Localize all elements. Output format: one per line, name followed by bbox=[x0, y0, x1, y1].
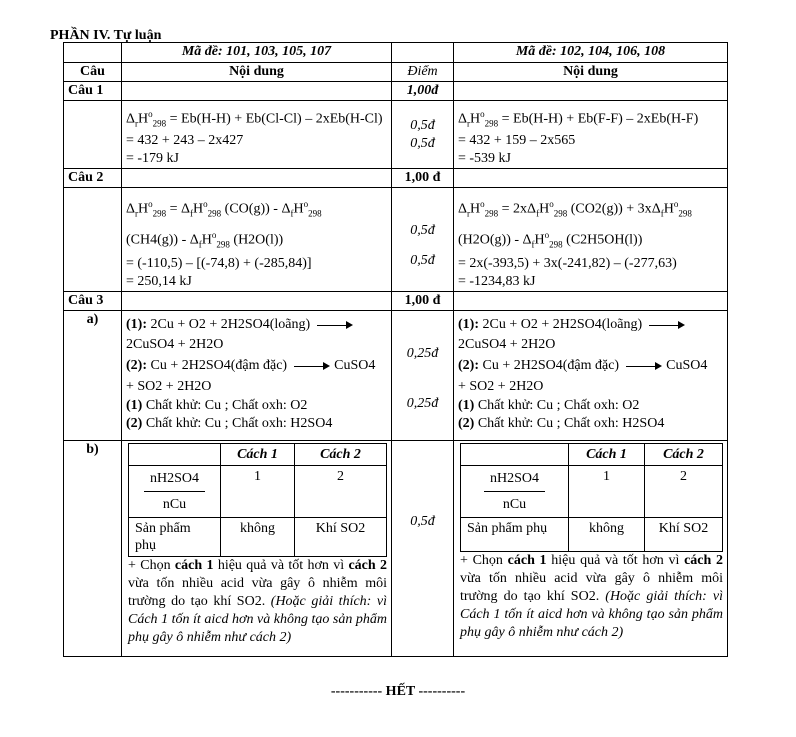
q3a-left-note2: Chất khử: Cu ; Chất oxh: H2SO4 bbox=[145, 416, 333, 432]
q2-left-line3: = (-110,5) – [(-74,8) + (-285,84)] bbox=[126, 256, 312, 272]
q1-left-content: $\Delta_rH^o_{298} = Eb(H-H) + Eb(Cl-Cl) - 2xEb(H-Cl)$ = 432 + 243 – 2x427 = -179 kJ bbox=[122, 101, 392, 169]
q2-right-line3: = 2x(-393,5) + 3x(-241,82) – (-277,63) bbox=[458, 256, 677, 272]
q1-left-line2: = 432 + 243 – 2x427 bbox=[126, 133, 244, 149]
arrow-icon bbox=[626, 366, 660, 367]
q1-right-ebond: Eb(H-H) + Eb(F-F) – 2xEb(H-F) bbox=[513, 111, 699, 127]
q3a-right-content: (1): 2Cu + O2 + 2H2SO4(loãng) 2CuSO4 + 2H2O (2): Cu + 2H2SO4(đậm đặc) CuSO4 + SO2 + 2H2O (1) Chất khử: Cu ; Chất oxh: O2 (2) Chất khử: Cu ; Chất oxh: H2SO4 bbox=[454, 311, 728, 441]
q3a-right-r2: Cu + 2H2SO4(đậm đặc) bbox=[482, 358, 620, 374]
q3-label: Câu 3 bbox=[64, 292, 122, 311]
q2-right-line1a: = 2x bbox=[501, 202, 528, 218]
ratio-fraction: $\frac{nH2SO4}{\text{nCu}}$ bbox=[484, 468, 545, 515]
header-cau: Câu bbox=[64, 63, 122, 82]
ratio-fraction: $\frac{nH2SO4}{\text{nCu}}$ bbox=[144, 468, 205, 515]
q3a-right-r1: 2Cu + O2 + 2H2SO4(loãng) bbox=[482, 317, 643, 333]
q3b-left-content: Cách 1 Cách 2 $\frac{nH2SO4}{\text{nCu}}$ 1 2 Sản phẩm phụ không Khí SO2 + Chọn cách 1 hiệu quả và tốt hơn vì cách 2 vừa tốn nhiều acid vừa gây ô nhiễm môi trường do tạo khí SO2. (Hoặc giải thích: vì Cách 1 tốn ít aicd hơn và không tạo sản phẩm phụ gây ô nhiễm như cách 2) bbox=[122, 441, 392, 657]
q3b-score: 0,5đ bbox=[410, 514, 435, 530]
q2-right-content: $\Delta_rH^o_{298} = 2x\Delta_fH^o_{298}$ $(CO2(g)) + 3x\Delta_fH^o_{298}$ $(H2O(g)) - \Delta_fH^o_{298}$ (C2H5OH(l)) = 2x(-393,5) + 3x(-241,82) – (-277,63) = -1234,83 kJ bbox=[454, 188, 728, 292]
exam-code-left: Mã đề: 101, 103, 105, 107 bbox=[122, 43, 392, 63]
q3a-left-content: (1): 2Cu + O2 + 2H2SO4(loãng) 2CuSO4 + 2H2O (2): Cu + 2H2SO4(đậm đặc) CuSO4 + SO2 + 2H2O (1) Chất khử: Cu ; Chất oxh: O2 (2) Chất khử: Cu ; Chất oxh: H2SO4 bbox=[122, 311, 392, 441]
q2-right-line2a: (H2O(g)) - bbox=[458, 232, 520, 248]
q2-score1: 0,5đ bbox=[410, 223, 435, 239]
q3a-left-note1: Chất khử: Cu ; Chất oxh: O2 bbox=[145, 398, 308, 414]
q1-left-line3: = -179 kJ bbox=[126, 151, 180, 167]
q3a-right-r1-prod: 2CuSO4 + 2H2O bbox=[458, 337, 556, 353]
q3a-left-r1-prod: 2CuSO4 + 2H2O bbox=[126, 337, 224, 353]
q3a-score1: 0,25đ bbox=[406, 346, 439, 362]
q2-score2: 0,5đ bbox=[410, 253, 435, 269]
q2-left-line1: (CO(g)) - bbox=[224, 202, 278, 218]
q1-score1: 0,5đ bbox=[410, 118, 435, 133]
q3b-left-italic-note: (Hoặc giải thích: vì Cách 1 tốn ít aicd hơn và không tạo sản phẩm phụ gây ô nhiễm như cách 2) bbox=[128, 594, 388, 646]
q1-points: 1,00đ bbox=[392, 82, 454, 101]
arrow-icon bbox=[317, 325, 351, 326]
q2-left-content: $\Delta_rH^o_{298} = \Delta_fH^o_{298}$ $(CO(g)) - \Delta_fH^o_{298}$ $(CH4(g)) - \Delta_fH^o_{298}$ (H2O(l)) = (-110,5) – [(-74,8) + (-285,84)] = 250,14 kJ bbox=[122, 188, 392, 292]
q2-right-line4: = -1234,83 kJ bbox=[458, 274, 536, 290]
q3a-left-r1: 2Cu + O2 + 2H2SO4(loãng) bbox=[150, 317, 311, 333]
q1-right-line2: = 432 + 159 – 2x565 bbox=[458, 133, 576, 149]
header-diem: Điểm bbox=[392, 63, 454, 82]
q1-score2: 0,5đ bbox=[410, 136, 435, 151]
header-noidung-right: Nội dung bbox=[454, 63, 728, 82]
section-heading: PHẦN IV. Tự luận bbox=[50, 28, 162, 43]
arrow-icon bbox=[649, 325, 683, 326]
q3a-score2: 0,25đ bbox=[406, 396, 439, 412]
q2-left-line4: = 250,14 kJ bbox=[126, 274, 192, 290]
q2-left-line2a: (CH4(g)) - bbox=[126, 232, 187, 248]
q3-points: 1,00 đ bbox=[392, 292, 454, 311]
q2-left-line2b: (H2O(l)) bbox=[233, 232, 284, 248]
q3a-right-note2: Chất khử: Cu ; Chất oxh: H2SO4 bbox=[477, 416, 665, 432]
header-noidung-left: Nội dung bbox=[122, 63, 392, 82]
q3b-left-compare-table: Cách 1 Cách 2 $\frac{nH2SO4}{\text{nCu}}$ 1 2 Sản phẩm phụ không Khí SO2 bbox=[128, 443, 387, 557]
q1-left-ebond: Eb(H-H) + Eb(Cl-Cl) – 2xEb(H-Cl) bbox=[181, 111, 383, 127]
q3a-right-r2-prod: + SO2 + 2H2O bbox=[458, 379, 544, 395]
q3b-right-italic-note: (Hoặc giải thích: vì Cách 1 tốn ít aicd hơn và không tạo sản phẩm phụ gây ô nhiễm như cách 2) bbox=[460, 589, 724, 641]
arrow-icon bbox=[294, 366, 328, 367]
answer-table bbox=[63, 42, 728, 657]
q2-points: 1,00 đ bbox=[392, 169, 454, 188]
q3a-left-r2-prod: + SO2 + 2H2O bbox=[126, 379, 212, 395]
q1-right-line3: = -539 kJ bbox=[458, 151, 512, 167]
q3b-right-content: Cách 1 Cách 2 $\frac{nH2SO4}{\text{nCu}}$ 1 2 Sản phẩm phụ không Khí SO2 + Chọn cách 1 hiệu quả và tốt hơn vì cách 2 vừa tốn nhiều acid vừa gây ô nhiễm môi trường do tạo khí SO2. (Hoặc giải thích: vì Cách 1 tốn ít aicd hơn và không tạo sản phẩm phụ gây ô nhiễm như cách 2) bbox=[454, 441, 728, 657]
q2-right-line2b: (C2H5OH(l)) bbox=[566, 232, 643, 248]
q1-right-content: $\Delta_rH^o_{298} = Eb(H-H) + Eb(F-F) - 2xEb(H-F)$ = 432 + 159 – 2x565 = -539 kJ bbox=[454, 101, 728, 169]
q3a-label: a) bbox=[64, 311, 122, 441]
q3a-left-r2: Cu + 2H2SO4(đậm đặc) bbox=[150, 358, 288, 374]
q3b-label: b) bbox=[64, 441, 122, 657]
exam-code-right: Mã đề: 102, 104, 106, 108 bbox=[454, 43, 728, 63]
q1-label: Câu 1 bbox=[64, 82, 122, 101]
end-marker: ----------- HẾT ---------- bbox=[330, 684, 466, 699]
q3a-right-note1: Chất khử: Cu ; Chất oxh: O2 bbox=[477, 398, 640, 414]
q2-right-line1b: (CO2(g)) + 3x bbox=[570, 202, 652, 218]
q3b-right-compare-table: Cách 1 Cách 2 $\frac{nH2SO4}{\text{nCu}}$ 1 2 Sản phẩm phụ không Khí SO2 bbox=[460, 443, 723, 552]
q2-label: Câu 2 bbox=[64, 169, 122, 188]
